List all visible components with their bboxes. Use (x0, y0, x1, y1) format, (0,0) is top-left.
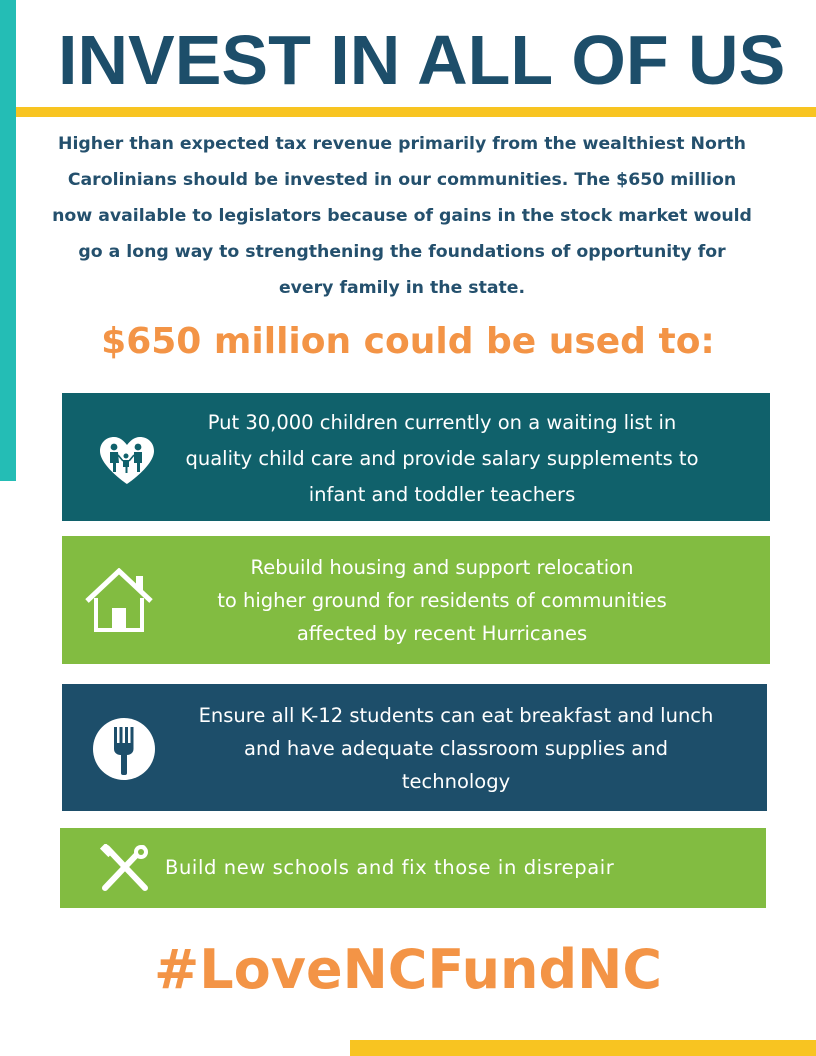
item-text (172, 405, 712, 513)
heart-family-icon (97, 436, 157, 486)
item-line: Rebuild housing and support relocation (250, 556, 634, 579)
house-icon (84, 568, 154, 632)
item-line: affected by recent Hurricanes (296, 622, 588, 645)
page-title: INVEST IN ALL OF US (58, 21, 786, 99)
bottom-accent-bar (350, 1040, 816, 1056)
intro-paragraph: Higher than expected tax revenue primarily from the wealthiest North Carolinians should be invested in our communities. The $650 million now available to legislators because of gains in the stock market would go a long way to strengthening the foundations of opportunity for every family in the state. (52, 134, 752, 298)
item-card-school-repair (60, 828, 766, 908)
title-underline (16, 107, 816, 117)
item-line: infant and toddler teachers (308, 483, 576, 506)
left-accent-bar (0, 0, 16, 481)
item-line: quality child care and provide salary supplements to (185, 447, 699, 470)
item-line: technology (401, 770, 511, 793)
item-card-housing (62, 536, 770, 664)
item-text (182, 551, 702, 650)
tools-icon (97, 844, 149, 894)
item-line: Put 30,000 children currently on a waiting list in (207, 411, 677, 434)
item-text (165, 852, 675, 884)
subheading: $650 million could be used to: (101, 321, 715, 362)
item-line: Ensure all K-12 students can eat breakfast and lunch (198, 704, 714, 727)
item-card-child-care (62, 393, 770, 521)
item-line: Build new schools and fix those in disrepair (165, 856, 615, 879)
item-line: to higher ground for residents of communities (217, 589, 667, 612)
item-text (182, 699, 730, 798)
fork-icon (92, 717, 156, 781)
item-card-school-meals (62, 684, 767, 811)
hashtag: #LoveNCFundNC (154, 938, 662, 1001)
item-line: and have adequate classroom supplies and (244, 737, 668, 760)
